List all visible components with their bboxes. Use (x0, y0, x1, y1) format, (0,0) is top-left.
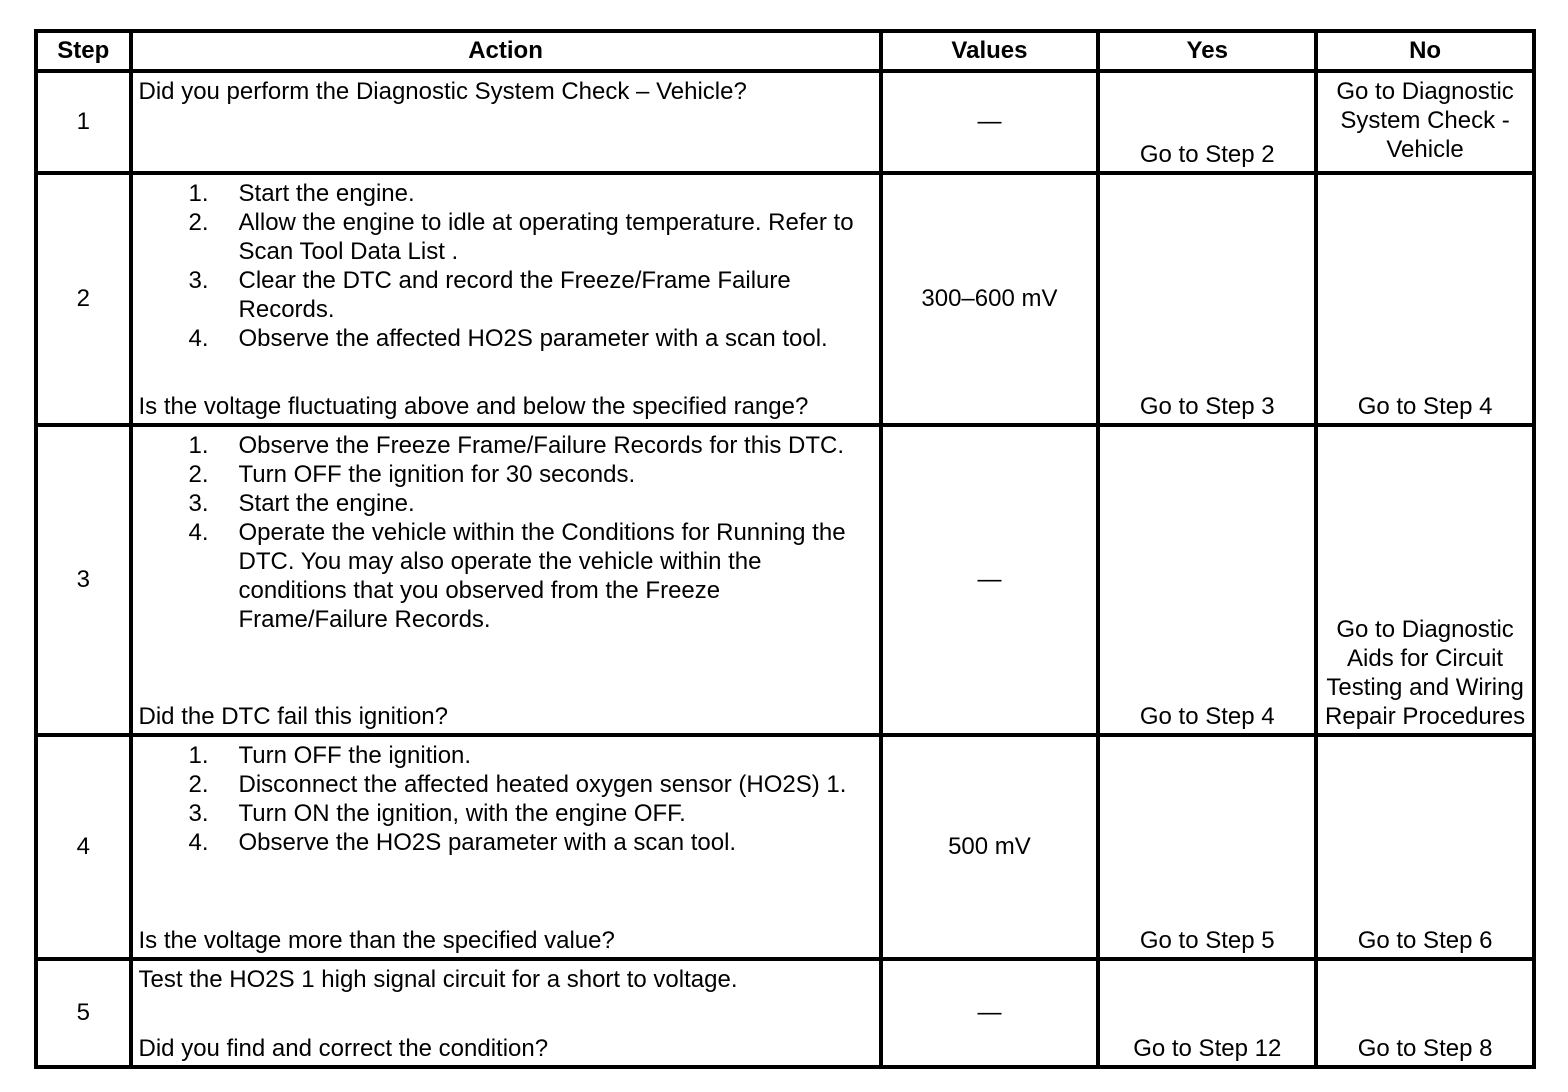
header-values: Values (881, 31, 1099, 71)
list-item: 3. Turn ON the ignition, with the engine OFF. (188, 800, 686, 827)
no-cell: Go to Step 8 (1316, 959, 1534, 1067)
value-cell: — (881, 959, 1099, 1067)
yes-cell: Go to Step 12 (1098, 959, 1316, 1067)
action-cell (131, 425, 881, 735)
action-question: Is the voltage more than the specified value? (138, 927, 615, 954)
table-row-step-4 (36, 735, 1534, 959)
step-number: 3 (36, 425, 131, 735)
list-item: 1. Observe the Freeze Frame/Failure Records for this DTC. (188, 432, 845, 459)
no-cell: Go to Step 6 (1316, 735, 1534, 959)
list-item: 3. Start the engine. (188, 490, 415, 517)
no-cell: Go to Step 4 (1316, 173, 1534, 425)
step-number: 5 (36, 959, 131, 1067)
action-steps-list (139, 741, 873, 857)
no-cell: Go to Diagnostic Aids for Circuit Testing and Wiring Repair Procedures (1316, 425, 1534, 735)
action-cell (131, 71, 881, 173)
yes-cell: Go to Step 5 (1098, 735, 1316, 959)
action-cell (131, 173, 881, 425)
value-cell: — (881, 71, 1099, 173)
action-question: Is the voltage fluctuating above and below the specified range? (138, 393, 809, 420)
list-item: 4. Observe the affected HO2S parameter with a scan tool. (188, 325, 828, 352)
no-cell: Go to Diagnostic System Check - Vehicle (1316, 71, 1534, 173)
list-item: 4. Observe the HO2S parameter with a scan tool. (188, 829, 737, 856)
list-item: 2. Allow the engine to idle at operating temperature. Refer to Scan Tool Data List . (188, 209, 854, 265)
action-steps-list (139, 179, 873, 353)
list-item: 1. Start the engine. (188, 180, 415, 207)
action-cell (131, 735, 881, 959)
action-intro: Test the HO2S 1 high signal circuit for a short to voltage. (138, 966, 738, 993)
header-yes: Yes (1098, 31, 1316, 71)
table-row-step-5 (36, 959, 1534, 1067)
diagnostic-table (34, 29, 1536, 1069)
table-row-step-1 (36, 71, 1534, 173)
table-row-step-3 (36, 425, 1534, 735)
step-number: 4 (36, 735, 131, 959)
yes-cell: Go to Step 3 (1098, 173, 1316, 425)
action-question: Did the DTC fail this ignition? (138, 703, 448, 730)
yes-cell: Go to Step 2 (1098, 71, 1316, 173)
value-cell: — (881, 425, 1099, 735)
list-item: 1. Turn OFF the ignition. (188, 742, 472, 769)
list-item: 2. Turn OFF the ignition for 30 seconds. (188, 461, 636, 488)
list-item: 2. Disconnect the affected heated oxygen sensor (HO2S) 1. (188, 771, 847, 798)
value-cell: 300–600 mV (881, 173, 1099, 425)
value-cell: 500 mV (881, 735, 1099, 959)
list-item: 3. Clear the DTC and record the Freeze/Frame Failure Records. (188, 267, 791, 323)
action-steps-list (139, 431, 873, 634)
list-item: 4. Operate the vehicle within the Conditions for Running the DTC. You may also operate the vehicle within the conditions that you observed from the Freeze Frame/Failure Records. (188, 519, 846, 633)
yes-cell: Go to Step 4 (1098, 425, 1316, 735)
step-number: 2 (36, 173, 131, 425)
table-row-step-2 (36, 173, 1534, 425)
header-action: Action (131, 31, 881, 71)
header-row (36, 31, 1534, 71)
action-cell (131, 959, 881, 1067)
header-step: Step (36, 31, 131, 71)
step-number: 1 (36, 71, 131, 173)
header-no: No (1316, 31, 1534, 71)
action-intro: Did you perform the Diagnostic System Check – Vehicle? (138, 78, 747, 105)
action-question: Did you find and correct the condition? (138, 1035, 549, 1062)
